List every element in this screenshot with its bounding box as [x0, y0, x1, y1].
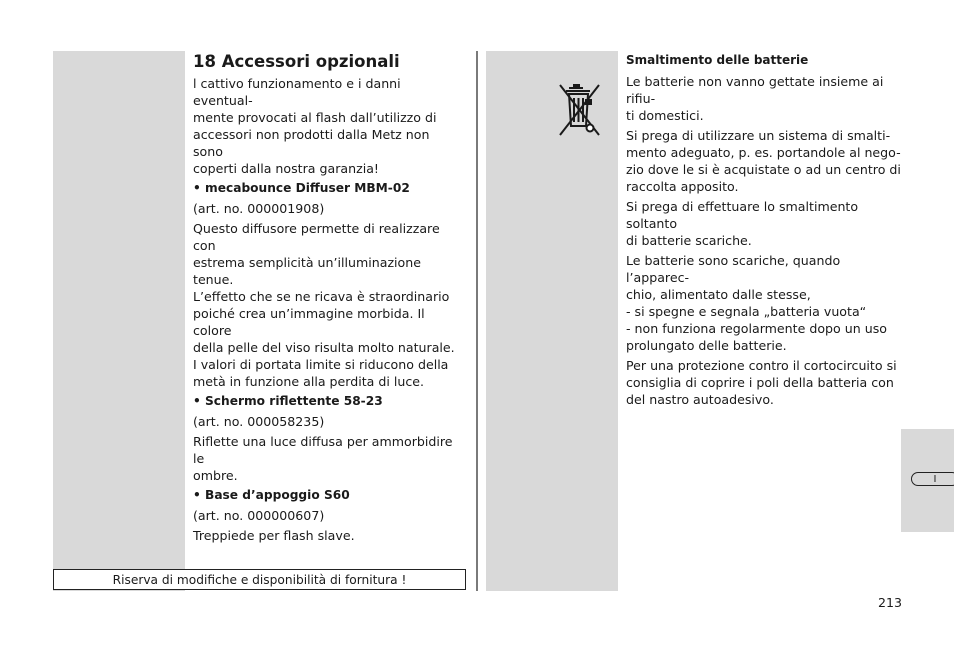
disposal-paragraph: Si prega di utilizzare un sistema di smalti- mento adeguato, p. es. portandole al nego- zio dove le si è acquistate o ad un centro di raccolta apposito. — [626, 128, 901, 194]
battery-disposal-section — [626, 52, 904, 411]
page-number: 213 — [878, 595, 903, 610]
item-art-number: (art. no. 000058235) — [193, 414, 325, 429]
disposal-paragraph: Si prega di effettuare lo smaltimento soltanto di batterie scariche. — [626, 199, 859, 248]
language-badge: I — [911, 472, 954, 486]
item-description: Questo diffusore permette di realizzare con estrema semplicità un’illuminazione tenue. L’effetto che se ne ricava è straordinario poiché crea un’immagine morbida. Il colore della pelle del viso risulta molto naturale. I valori di portata limite si riducono della metà in funzione alla perdita di luce. — [193, 221, 455, 389]
page-divider — [476, 51, 478, 591]
intro-text: l cattivo funzionamento e i danni eventual- mente provocati al flash dall’utilizzo di accessori non prodotti dalla Metz non sono coperti dalla nostra garanzia! — [193, 76, 437, 176]
accessories-section — [193, 52, 459, 547]
item-heading: • Base d’appoggio S60 — [193, 488, 350, 502]
item-heading: • mecabounce Diffuser MBM-02 — [193, 181, 410, 195]
item-art-number: (art. no. 000001908) — [193, 201, 325, 216]
disposal-paragraph: Le batterie sono scariche, quando l’apparec- chio, alimentato dalle stesse, - si spegne e segnala „batteria vuota“ - non funziona regolarmente dopo un uso prolungato delle batterie. — [626, 253, 887, 353]
disposal-paragraph: Per una protezione contro il cortocircuito si consiglia di coprire i poli della batteria con del nastro autoadesivo. — [626, 358, 897, 407]
item-art-number: (art. no. 000000607) — [193, 508, 325, 523]
disposal-heading: Smaltimento delle batterie — [626, 53, 809, 67]
item-description: Treppiede per flash slave. — [193, 528, 355, 543]
section-title: 18 Accessori opzionali — [193, 52, 400, 71]
disposal-paragraph: Le batterie non vanno gettate insieme ai rifiu- ti domestici. — [626, 74, 884, 123]
availability-notice: Riserva di modifiche e disponibilità di fornitura ! — [53, 569, 466, 590]
item-heading: • Schermo riflettente 58-23 — [193, 394, 383, 408]
crossed-out-wheelie-bin-icon — [557, 82, 605, 138]
item-description: Riflette una luce diffusa per ammorbidire le ombre. — [193, 434, 453, 483]
left-margin-column — [53, 51, 185, 591]
